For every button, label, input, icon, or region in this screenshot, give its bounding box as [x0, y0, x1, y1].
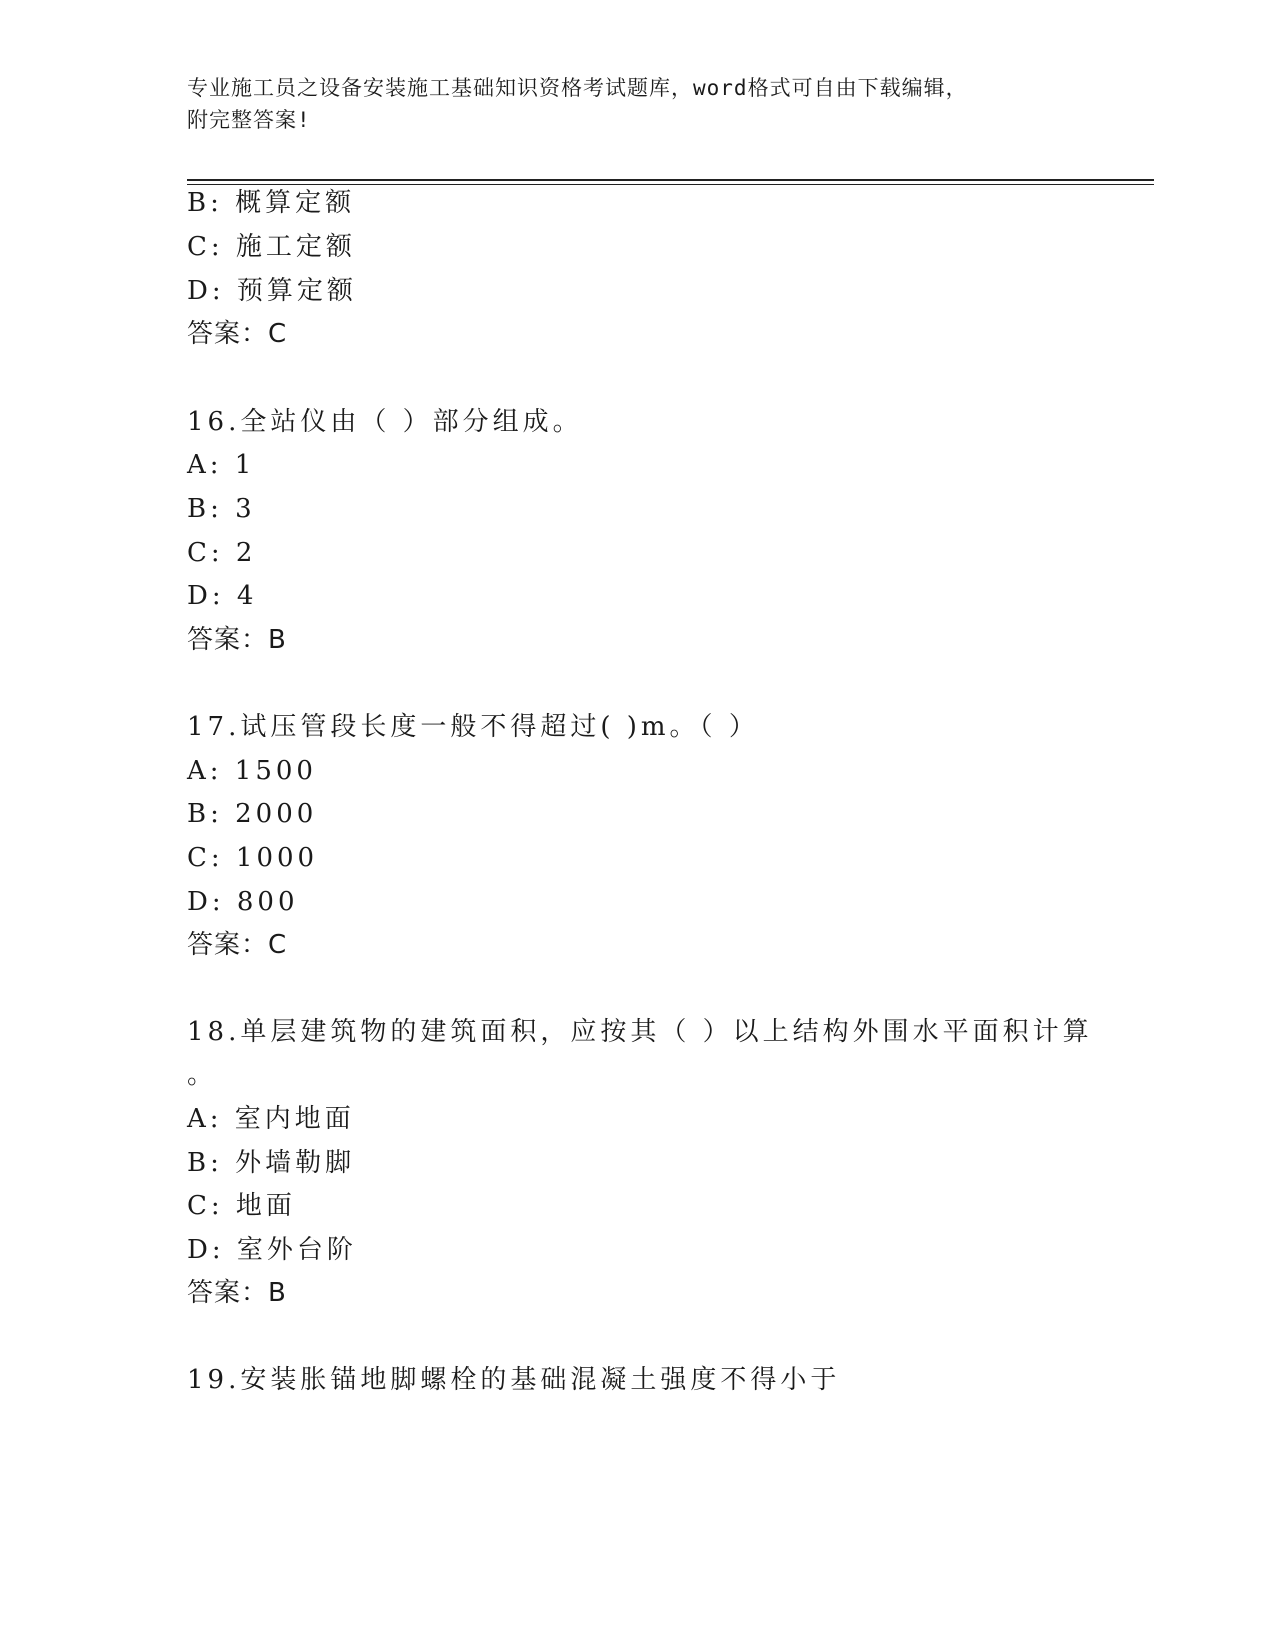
q19-stem: 19.安装胀锚地脚螺栓的基础混凝土强度不得小于: [187, 1365, 841, 1395]
q17-option-c: C: 1000: [187, 843, 319, 873]
q16-option-c: C: 2: [187, 538, 257, 568]
q18-stem: 18.单层建筑物的建筑面积，应按其（ ）以上结构外围水平面积计算: [187, 1017, 1093, 1047]
q15-option-b: B: 概算定额: [187, 188, 356, 218]
q15-option-c: C: 施工定额: [187, 232, 356, 262]
q17-option-a: A: 1500: [187, 756, 317, 786]
q16-option-d: D: 4: [187, 581, 258, 611]
q18-option-c: C: 地面: [187, 1191, 296, 1221]
q15-answer: 答案：C: [187, 319, 288, 349]
q16-stem: 16.全站仪由（ ）部分组成。: [187, 407, 583, 437]
q18-option-d: D: 室外台阶: [187, 1235, 357, 1265]
q17-answer: 答案：C: [187, 930, 288, 960]
document-header: [187, 72, 1067, 136]
header-divider-thick: [187, 179, 1154, 181]
header-line-2: 附完整答案!: [187, 108, 311, 132]
q18-option-a: A: 室内地面: [187, 1104, 355, 1134]
q18-stem-continuation: 。: [187, 1060, 218, 1090]
q18-answer: 答案：B: [187, 1278, 287, 1308]
header-line-1: 专业施工员之设备安装施工基础知识资格考试题库，word格式可自由下载编辑，: [187, 76, 968, 100]
q16-option-a: A: 1: [187, 450, 256, 480]
q16-option-b: B: 3: [187, 494, 256, 524]
q16-answer: 答案：B: [187, 625, 287, 655]
q18-option-b: B: 外墙勒脚: [187, 1148, 356, 1178]
q15-option-d: D: 预算定额: [187, 276, 357, 306]
q17-option-d: D: 800: [187, 887, 299, 917]
q17-option-b: B: 2000: [187, 799, 318, 829]
q17-stem: 17.试压管段长度一般不得超过( )m。（ ）: [187, 712, 759, 742]
header-divider-thin: [187, 184, 1154, 185]
